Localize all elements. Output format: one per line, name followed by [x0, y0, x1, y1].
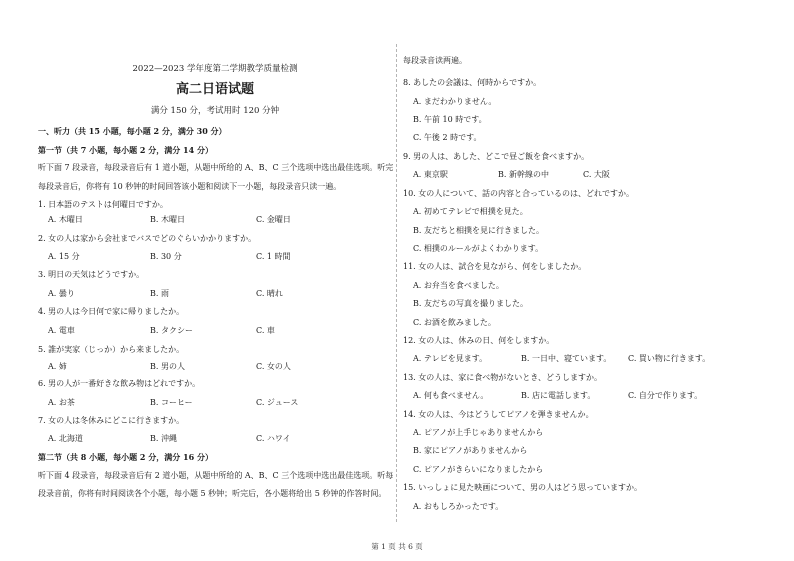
- question-stem: 13. 女の人は、家に食べ物がないとき、どうしますか。: [403, 373, 602, 382]
- option-c: C. 相撲のルールがよくわかります。: [413, 244, 544, 253]
- option-a: A. テレビを見ます。: [413, 354, 488, 363]
- question-stem: 11. 女の人は、試合を見ながら、何をしましたか。: [403, 262, 587, 271]
- question-stem: 6. 男の人が一番好きな飲み物はどれですか。: [38, 379, 201, 388]
- question-stem: 15. いっしょに見た映画について、男の人はどう思っていますか。: [403, 483, 642, 492]
- option-c: C. ピアノがきらいになりましたから: [413, 465, 544, 474]
- option-b: B. 新幹線の中: [498, 170, 549, 179]
- question-stem: 2. 女の人は家から会社までバスでどのぐらいかかりますか。: [38, 234, 257, 243]
- exam-title: 高二日语试题: [175, 82, 254, 97]
- question-stem: 5. 誰が実家（じっか）から来ましたか。: [38, 345, 185, 354]
- part1-instruction: 每段录音后，你将有 10 秒钟的时间回答该小题和阅读下一小题，每段录音只读一遍。: [38, 182, 342, 191]
- column-divider: [396, 44, 397, 522]
- option-b: B. 木曜日: [150, 215, 185, 224]
- option-b: B. 店に電話します。: [521, 391, 596, 400]
- option-c: C. お酒を飲みました。: [413, 318, 496, 327]
- part1-heading: 第一节（共 7 小题，每小题 2 分，满分 14 分）: [38, 145, 213, 155]
- option-c: C. 女の人: [256, 362, 291, 371]
- option-c: C. 午後 2 時です。: [413, 133, 482, 142]
- part1-instruction: 听下面 7 段录音，每段录音后有 1 道小题，从题中所给的 A、B、C 三个选项中选出最佳选项。听完: [38, 163, 394, 172]
- question-stem: 8. あしたの会議は、何時からですか。: [403, 78, 542, 87]
- question-stem: 4. 男の人は今日何で家に帰りましたか。: [38, 307, 185, 316]
- part2-instruction: 每段录音读两遍。: [403, 56, 467, 65]
- option-b: B. 雨: [150, 289, 169, 298]
- question-stem: 1. 日本語のテストは何曜日ですか。: [38, 200, 168, 209]
- option-b: B. 30 分: [150, 252, 182, 261]
- option-a: A. お茶: [48, 398, 75, 407]
- option-c: C. 1 時間: [256, 252, 291, 261]
- page-footer: 第 1 页 共 6 页: [371, 542, 423, 551]
- option-a: A. まだわかりません。: [413, 97, 497, 106]
- option-a: A. 初めてテレビで相撲を見た。: [413, 207, 528, 216]
- option-a: A. おもしろかったです。: [413, 502, 504, 511]
- option-c: C. ジュース: [256, 398, 299, 407]
- option-b: B. 友だちの写真を撮りました。: [413, 299, 528, 308]
- option-c: C. ハワイ: [256, 434, 291, 443]
- option-c: C. 晴れ: [256, 289, 283, 298]
- option-a: A. 曇り: [48, 289, 75, 298]
- option-c: C. 自分で作ります。: [628, 391, 703, 400]
- question-stem: 7. 女の人は冬休みにどこに行きますか。: [38, 416, 185, 425]
- option-a: A. 東京駅: [413, 170, 448, 179]
- question-stem: 14. 女の人は、今はどうしてピアノを弾きませんか。: [403, 410, 594, 419]
- option-a: A. 電車: [48, 326, 75, 335]
- option-c: C. 大阪: [583, 170, 610, 179]
- part2-instruction: 段录音前，你将有时间阅读各个小题，每小题 5 秒钟；听完后，各小题将给出 5 秒钟的作答时间。: [38, 489, 387, 498]
- option-a: A. 姉: [48, 362, 67, 371]
- question-stem: 3. 明日の天気はどうですか。: [38, 270, 145, 279]
- option-b: B. 一日中、寝ています。: [521, 354, 612, 363]
- option-b: B. 家にピアノがありませんから: [413, 446, 528, 455]
- option-b: B. 男の人: [150, 362, 185, 371]
- option-a: A. ピアノが上手じゃありませんから: [413, 428, 544, 437]
- option-b: B. タクシー: [150, 326, 193, 335]
- option-c: C. 買い物に行きます。: [628, 354, 711, 363]
- section-heading: 一、听力（共 15 小题，每小题 2 分，满分 30 分）: [38, 126, 227, 136]
- option-b: B. コーヒー: [150, 398, 193, 407]
- part2-instruction: 听下面 4 段录音，每段录音后有 2 道小题，从题中所给的 A、B、C 三个选项中选出最佳选项。听每: [38, 471, 394, 480]
- option-c: C. 金曜日: [256, 215, 291, 224]
- option-a: A. 北海道: [48, 434, 83, 443]
- option-b: B. 午前 10 時です。: [413, 115, 487, 124]
- part2-heading: 第二节（共 8 小题，每小题 2 分，满分 16 分）: [38, 452, 213, 462]
- option-b: B. 友だちと相撲を見に行きました。: [413, 226, 544, 235]
- option-c: C. 車: [256, 326, 275, 335]
- option-b: B. 沖縄: [150, 434, 177, 443]
- exam-year-title: 2022—2023 学年度第二学期教学质量检测: [132, 64, 298, 74]
- option-a: A. 15 分: [48, 252, 80, 261]
- option-a: A. 何も食べません。: [413, 391, 489, 400]
- score-info: 满分 150 分，考试用时 120 分钟: [150, 106, 280, 116]
- option-a: A. 木曜日: [48, 215, 83, 224]
- option-a: A. お弁当を食べました。: [413, 281, 504, 290]
- question-stem: 12. 女の人は、休みの日、何をしますか。: [403, 336, 555, 345]
- question-stem: 10. 女の人について、話の内容と合っているのは、どれですか。: [403, 189, 634, 198]
- question-stem: 9. 男の人は、あした、どこで昼ご飯を食べますか。: [403, 152, 590, 161]
